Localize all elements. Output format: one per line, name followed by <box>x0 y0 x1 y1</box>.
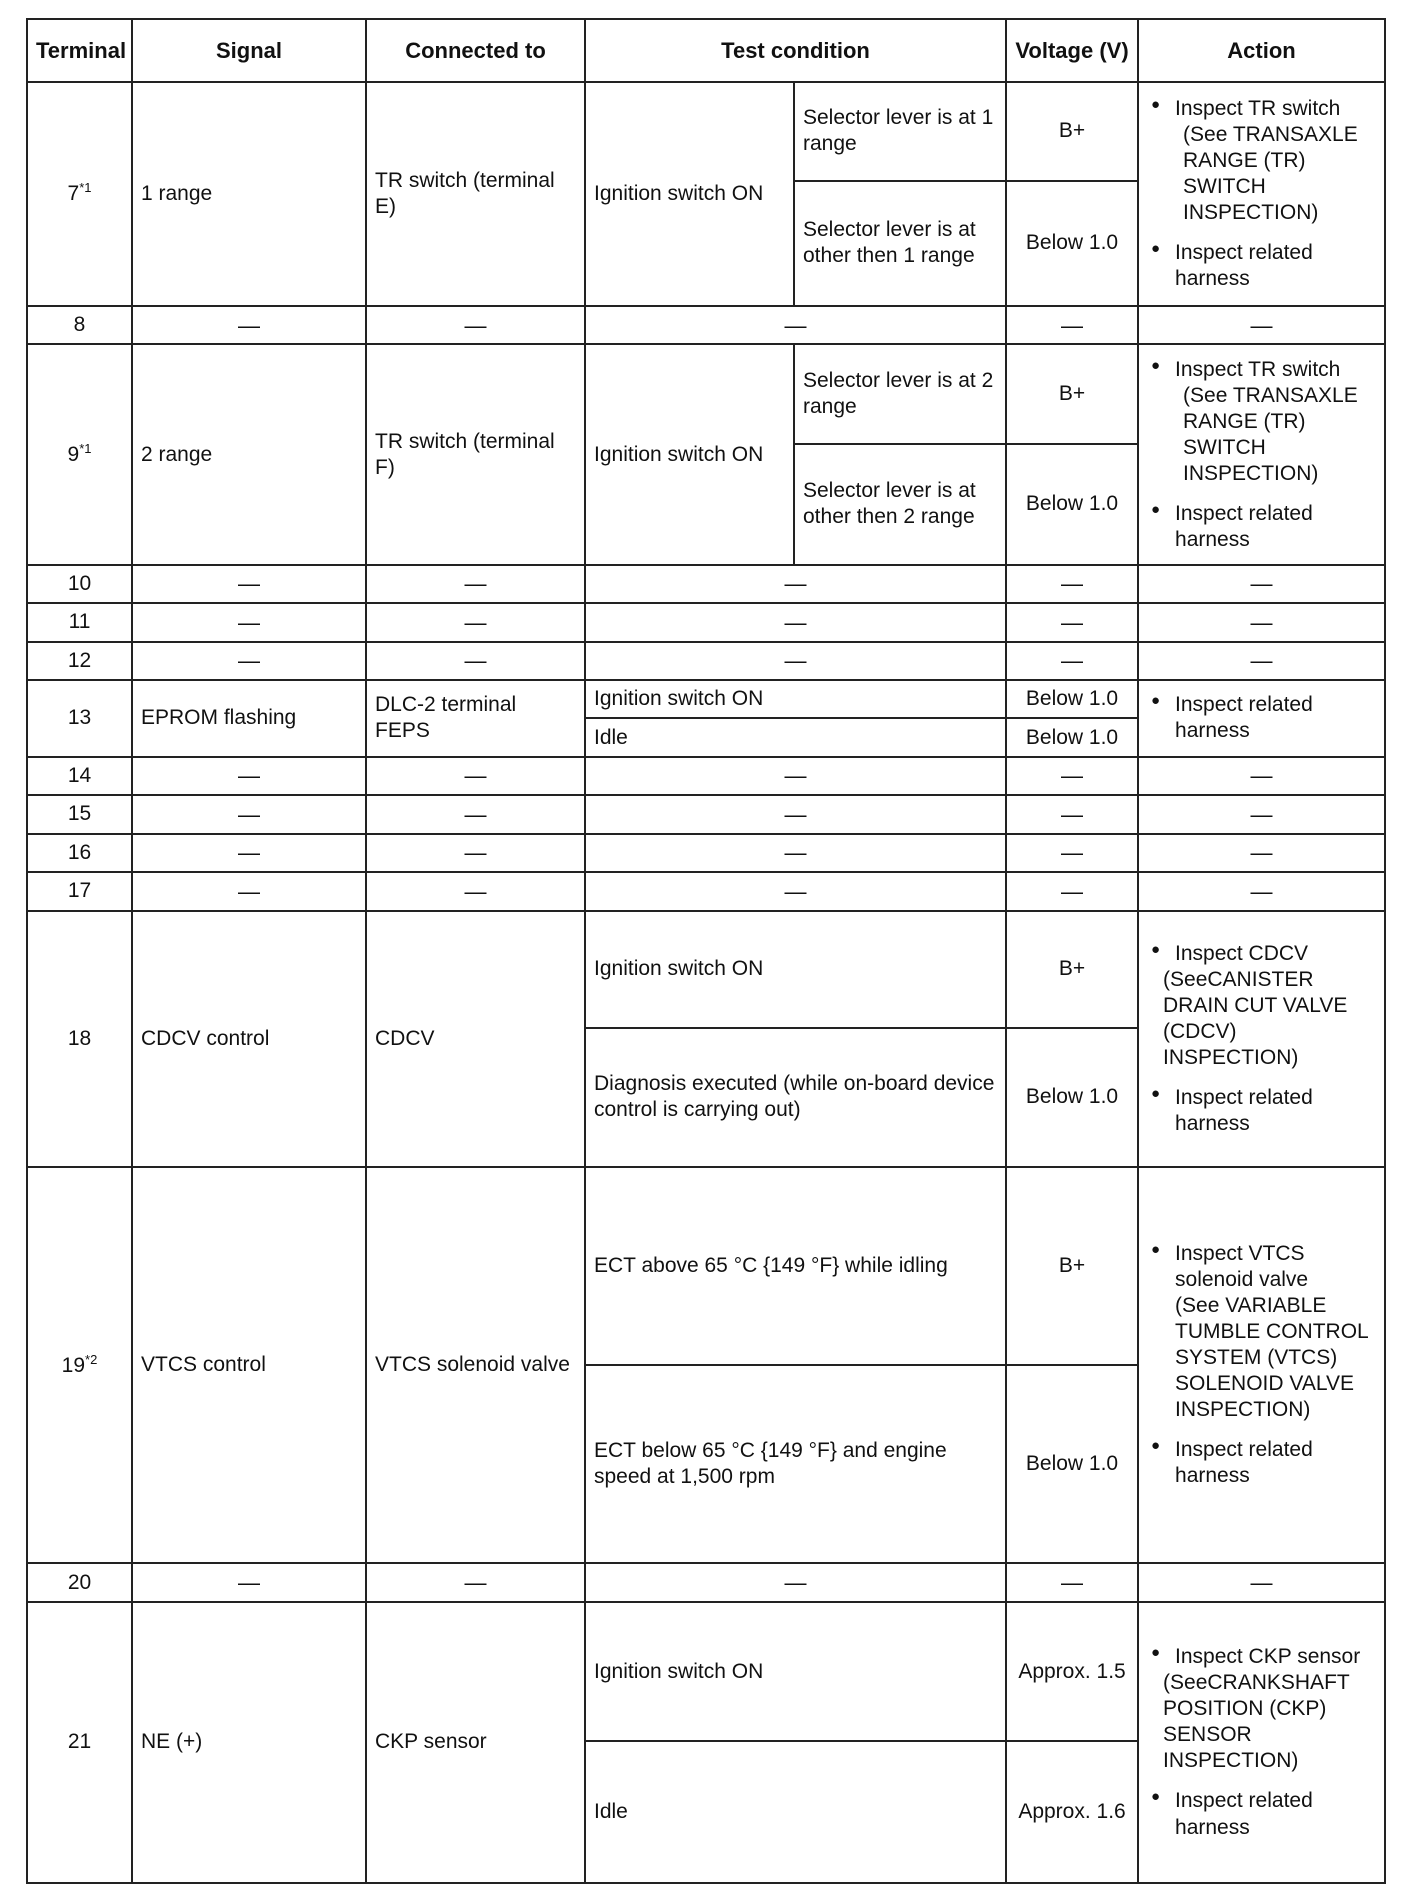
empty-dash: — <box>585 795 1006 833</box>
empty-dash: — <box>1138 306 1385 344</box>
header-action: Action <box>1138 19 1385 82</box>
connected-to-cell: CKP sensor <box>366 1602 585 1883</box>
terminal-cell: 11 <box>27 603 132 641</box>
action-bullet: ● Inspect related harness <box>1149 240 1376 292</box>
empty-dash: — <box>366 565 585 603</box>
connected-to-cell: TR switch (terminal E) <box>366 82 585 306</box>
test-condition-cell: Ignition switch ON <box>585 1602 1006 1741</box>
sub-condition-cell: Selector lever is at other then 1 range <box>794 181 1006 306</box>
terminal-table-page <box>26 18 1384 1884</box>
table-row <box>27 795 1385 833</box>
empty-dash: — <box>585 306 1006 344</box>
empty-dash: — <box>132 565 366 603</box>
connected-to-cell: DLC-2 terminal FEPS <box>366 680 585 757</box>
action-cell <box>1138 344 1385 564</box>
test-condition-cell: Ignition switch ON <box>585 82 794 306</box>
terminal-cell: 7$^{*1}$ <box>27 82 132 306</box>
action-bullet: ● Inspect related harness <box>1149 1085 1376 1137</box>
empty-dash: — <box>366 1563 585 1601</box>
signal-cell: VTCS control <box>132 1167 366 1563</box>
empty-dash: — <box>366 795 585 833</box>
empty-dash: — <box>1138 1563 1385 1601</box>
signal-cell: CDCV control <box>132 911 366 1168</box>
empty-dash: — <box>1138 642 1385 680</box>
empty-dash: — <box>132 795 366 833</box>
signal-cell: NE (+) <box>132 1602 366 1883</box>
action-reference: (SeeCRANKSHAFT POSITION (CKP) SENSOR INSPECTION) <box>1163 1671 1350 1773</box>
terminal-cell: 13 <box>27 680 132 757</box>
empty-dash: — <box>585 603 1006 641</box>
test-condition-cell: Ignition switch ON <box>585 344 794 564</box>
table-row <box>27 757 1385 795</box>
empty-dash: — <box>366 834 585 872</box>
test-condition-cell: Diagnosis executed (while on-board device control is carrying out) <box>585 1028 1006 1167</box>
voltage-cell: B+ <box>1006 1167 1138 1365</box>
test-condition-cell: Idle <box>585 1741 1006 1883</box>
test-condition-cell: ECT below 65 °C {149 °F} and engine speed at 1,500 rpm <box>585 1365 1006 1563</box>
voltage-cell: Approx. 1.5 <box>1006 1602 1138 1741</box>
action-bullet: ● Inspect CDCV <box>1149 941 1376 967</box>
connected-to-cell: CDCV <box>366 911 585 1168</box>
empty-dash: — <box>132 834 366 872</box>
empty-dash: — <box>132 603 366 641</box>
empty-dash: — <box>585 872 1006 910</box>
empty-dash: — <box>1006 872 1138 910</box>
action-reference: (SeeCANISTER DRAIN CUT VALVE (CDCV) INSPECTION) <box>1163 967 1348 1069</box>
action-bullet: ● Inspect related harness <box>1149 692 1376 744</box>
action-bullet: ● Inspect related harness <box>1149 1788 1376 1840</box>
connected-to-cell: TR switch (terminal F) <box>366 344 585 564</box>
action-reference: (See VARIABLE TUMBLE CONTROL SYSTEM (VTCS) SOLENOID VALVE INSPECTION) <box>1175 1294 1368 1422</box>
empty-dash: — <box>132 757 366 795</box>
empty-dash: — <box>1006 795 1138 833</box>
voltage-cell: B+ <box>1006 344 1138 443</box>
empty-dash: — <box>1138 795 1385 833</box>
action-reference: (See TRANSAXLE RANGE (TR) SWITCH INSPECTION) <box>1183 383 1358 485</box>
empty-dash: — <box>366 872 585 910</box>
empty-dash: — <box>1138 565 1385 603</box>
empty-dash: — <box>366 603 585 641</box>
sub-condition-cell: Selector lever is at 2 range <box>794 344 1006 443</box>
voltage-cell: Below 1.0 <box>1006 680 1138 718</box>
empty-dash: — <box>366 642 585 680</box>
terminal-cell: 12 <box>27 642 132 680</box>
terminal-cell: 20 <box>27 1563 132 1601</box>
table-row <box>27 642 1385 680</box>
table-row <box>27 1602 1385 1741</box>
empty-dash: — <box>132 872 366 910</box>
action-bullet: ● Inspect TR switch <box>1149 357 1376 383</box>
connected-to-cell: VTCS solenoid valve <box>366 1167 585 1563</box>
action-bullet: ● Inspect related harness <box>1149 1437 1376 1489</box>
signal-cell: EPROM flashing <box>132 680 366 757</box>
empty-dash: — <box>132 642 366 680</box>
voltage-cell: Approx. 1.6 <box>1006 1741 1138 1883</box>
action-cell <box>1138 680 1385 757</box>
test-condition-cell: Ignition switch ON <box>585 680 1006 718</box>
terminal-cell: 21 <box>27 1602 132 1883</box>
voltage-cell: Below 1.0 <box>1006 1028 1138 1167</box>
action-bullet: ● Inspect TR switch <box>1149 96 1376 122</box>
empty-dash: — <box>366 306 585 344</box>
table-row <box>27 872 1385 910</box>
table-row <box>27 911 1385 1028</box>
terminal-cell: 9$^{*1}$ <box>27 344 132 564</box>
empty-dash: — <box>1006 1563 1138 1601</box>
empty-dash: — <box>1006 603 1138 641</box>
action-reference: (See TRANSAXLE RANGE (TR) SWITCH INSPECTION) <box>1183 122 1358 224</box>
action-cell <box>1138 911 1385 1168</box>
action-bullet: ● Inspect CKP sensor <box>1149 1644 1376 1670</box>
header-connected-to: Connected to <box>366 19 585 82</box>
test-condition-cell: Idle <box>585 718 1006 756</box>
test-condition-cell: Ignition switch ON <box>585 911 1006 1028</box>
empty-dash: — <box>1138 757 1385 795</box>
header-voltage: Voltage (V) <box>1006 19 1138 82</box>
signal-cell: 1 range <box>132 82 366 306</box>
empty-dash: — <box>585 834 1006 872</box>
table-row <box>27 344 1385 443</box>
empty-dash: — <box>1138 603 1385 641</box>
header-test-condition: Test condition <box>585 19 1006 82</box>
terminal-cell: 16 <box>27 834 132 872</box>
terminal-cell: 14 <box>27 757 132 795</box>
header-terminal: Terminal <box>27 19 132 82</box>
terminal-cell: 17 <box>27 872 132 910</box>
table-row <box>27 82 1385 181</box>
empty-dash: — <box>1006 642 1138 680</box>
empty-dash: — <box>132 1563 366 1601</box>
empty-dash: — <box>366 757 585 795</box>
terminal-cell: 10 <box>27 565 132 603</box>
table-row <box>27 834 1385 872</box>
empty-dash: — <box>1006 565 1138 603</box>
empty-dash: — <box>1006 306 1138 344</box>
header-row <box>27 19 1385 82</box>
terminal-cell: 19$^{*2}$ <box>27 1167 132 1563</box>
action-cell <box>1138 1602 1385 1883</box>
table-row <box>27 680 1385 718</box>
sub-condition-cell: Selector lever is at 1 range <box>794 82 1006 181</box>
sub-condition-cell: Selector lever is at other then 2 range <box>794 444 1006 565</box>
terminal-cell: 15 <box>27 795 132 833</box>
voltage-cell: Below 1.0 <box>1006 444 1138 565</box>
empty-dash: — <box>585 642 1006 680</box>
empty-dash: — <box>1006 834 1138 872</box>
terminal-cell: 18 <box>27 911 132 1168</box>
table-row <box>27 306 1385 344</box>
voltage-cell: B+ <box>1006 911 1138 1028</box>
empty-dash: — <box>1138 872 1385 910</box>
voltage-cell: Below 1.0 <box>1006 181 1138 306</box>
signal-cell: 2 range <box>132 344 366 564</box>
empty-dash: — <box>585 1563 1006 1601</box>
voltage-cell: Below 1.0 <box>1006 1365 1138 1563</box>
test-condition-cell: ECT above 65 °C {149 °F} while idling <box>585 1167 1006 1365</box>
action-bullet: ● Inspect VTCS solenoid valve <box>1149 1241 1376 1293</box>
voltage-cell: B+ <box>1006 82 1138 181</box>
action-cell <box>1138 82 1385 306</box>
table-row <box>27 603 1385 641</box>
empty-dash: — <box>1006 757 1138 795</box>
empty-dash: — <box>1138 834 1385 872</box>
table-row <box>27 1563 1385 1601</box>
empty-dash: — <box>585 757 1006 795</box>
action-bullet: ● Inspect related harness <box>1149 501 1376 553</box>
table-row <box>27 565 1385 603</box>
action-cell <box>1138 1167 1385 1563</box>
empty-dash: — <box>132 306 366 344</box>
voltage-cell: Below 1.0 <box>1006 718 1138 756</box>
empty-dash: — <box>585 565 1006 603</box>
table-row <box>27 1167 1385 1365</box>
terminal-cell: 8 <box>27 306 132 344</box>
terminal-voltage-table <box>26 18 1386 1884</box>
header-signal: Signal <box>132 19 366 82</box>
